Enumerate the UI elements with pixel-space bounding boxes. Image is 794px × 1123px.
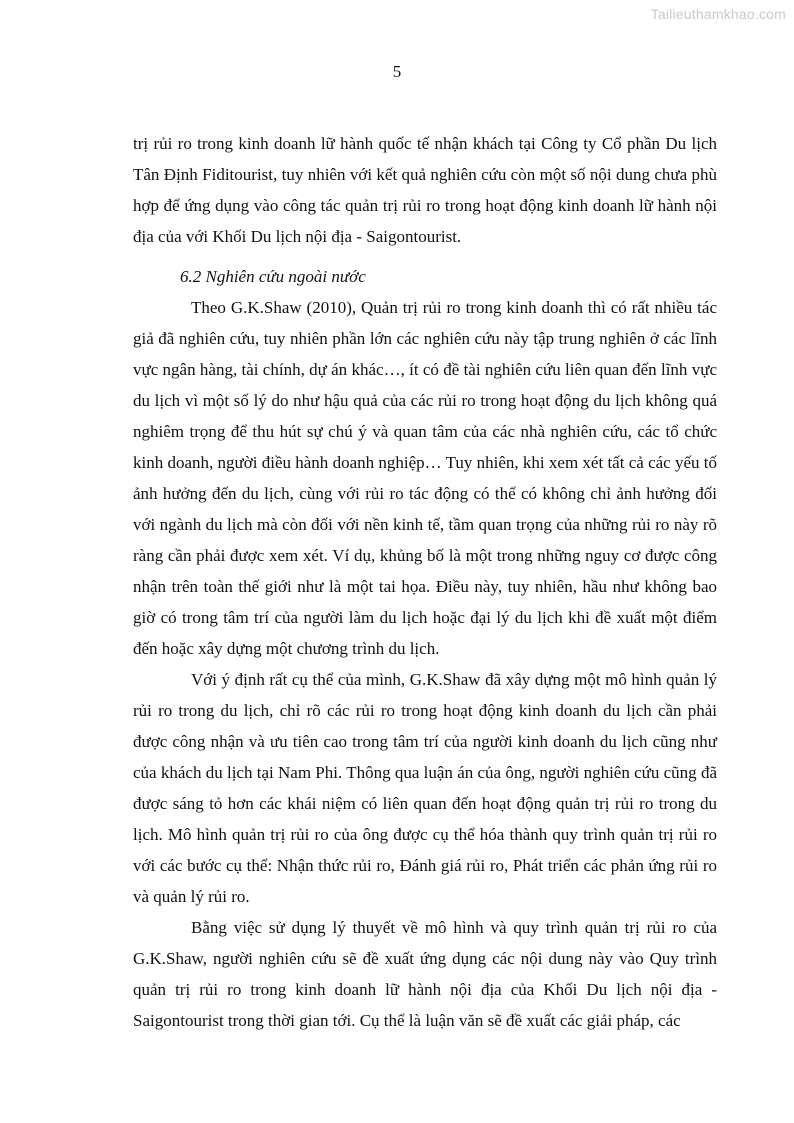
paragraph-3: Bằng việc sử dụng lý thuyết về mô hình và quy trình quản trị rủi ro của G.K.Shaw, người nghiên cứu sẽ đề xuất ứng dụng các nội dung này vào Quy trình quản trị rủi ro trong kinh doanh lữ hành nội địa của Khối Du lịch nội địa - Saigontourist trong thời gian tới. Cụ thể là luận văn sẽ đề xuất các giải pháp, các [133, 918, 717, 1030]
watermark: Tailieuthamkhao.com [650, 6, 786, 22]
paragraph-1: Theo G.K.Shaw (2010), Quản trị rủi ro trong kinh doanh thì có rất nhiều tác giả đã nghiên cứu, tuy nhiên phần lớn các nghiên cứu này tập trung nghiên ở các lĩnh vực ngân hàng, tài chính, dự án khác…, ít có đề tài nghiên cứu liên quan đến lĩnh vực du lịch vì một số lý do như hậu quả của các rủi ro trong hoạt động du lịch không quá nghiêm trọng để thu hút sự chú ý và quan tâm của các nhà nghiên cứu, các tổ chức kinh doanh, người điều hành doanh nghiệp… Tuy nhiên, khi xem xét tất cả các yếu tố ảnh hưởng đến du lịch, cùng với rủi ro tác động có thể có không chỉ ảnh hưởng đối với ngành du lịch mà còn đối với nền kinh tế, tầm quan trọng của những rủi ro này rõ ràng cần phải được xem xét. Ví dụ, khủng bố là một trong những nguy cơ được công nhận trên toàn thế giới như là một tai họa. Điều này, tuy nhiên, hầu như không bao giờ có trong tâm trí của người làm du lịch hoặc đại lý du lịch khi đề xuất một điểm đến hoặc xây dựng một chương trình du lịch. [133, 298, 717, 658]
page-number: 5 [392, 62, 402, 81]
section-heading: 6.2 Nghiên cứu ngoài nước [180, 267, 366, 286]
paragraph-intro: trị rủi ro trong kinh doanh lữ hành quốc tế nhận khách tại Công ty Cổ phần Du lịch Tân Định Fiditourist, tuy nhiên với kết quả nghiên cứu còn một số nội dung chưa phù hợp để ứng dụng vào công tác quản trị rủi ro trong hoạt động kinh doanh lữ hành nội địa của với Khối Du lịch nội địa - Saigontourist. [133, 134, 717, 246]
paragraph-2: Với ý định rất cụ thể của mình, G.K.Shaw đã xây dựng một mô hình quản lý rủi ro trong du lịch, chỉ rõ các rủi ro trong hoạt động kinh doanh du lịch cần phải được công nhận và ưu tiên cao trong tâm trí của người kinh doanh du lịch cũng như của khách du lịch tại Nam Phi. Thông qua luận án của ông, người nghiên cứu cũng đã được sáng tỏ hơn các khái niệm có liên quan đến hoạt động quản trị rủi ro trong du lịch. Mô hình quản trị rủi ro của ông được cụ thể hóa thành quy trình quản trị rủi ro với các bước cụ thể: Nhận thức rủi ro, Đánh giá rủi ro, Phát triển các phản ứng rủi ro và quản lý rủi ro. [133, 670, 717, 906]
document-body [133, 128, 717, 1036]
